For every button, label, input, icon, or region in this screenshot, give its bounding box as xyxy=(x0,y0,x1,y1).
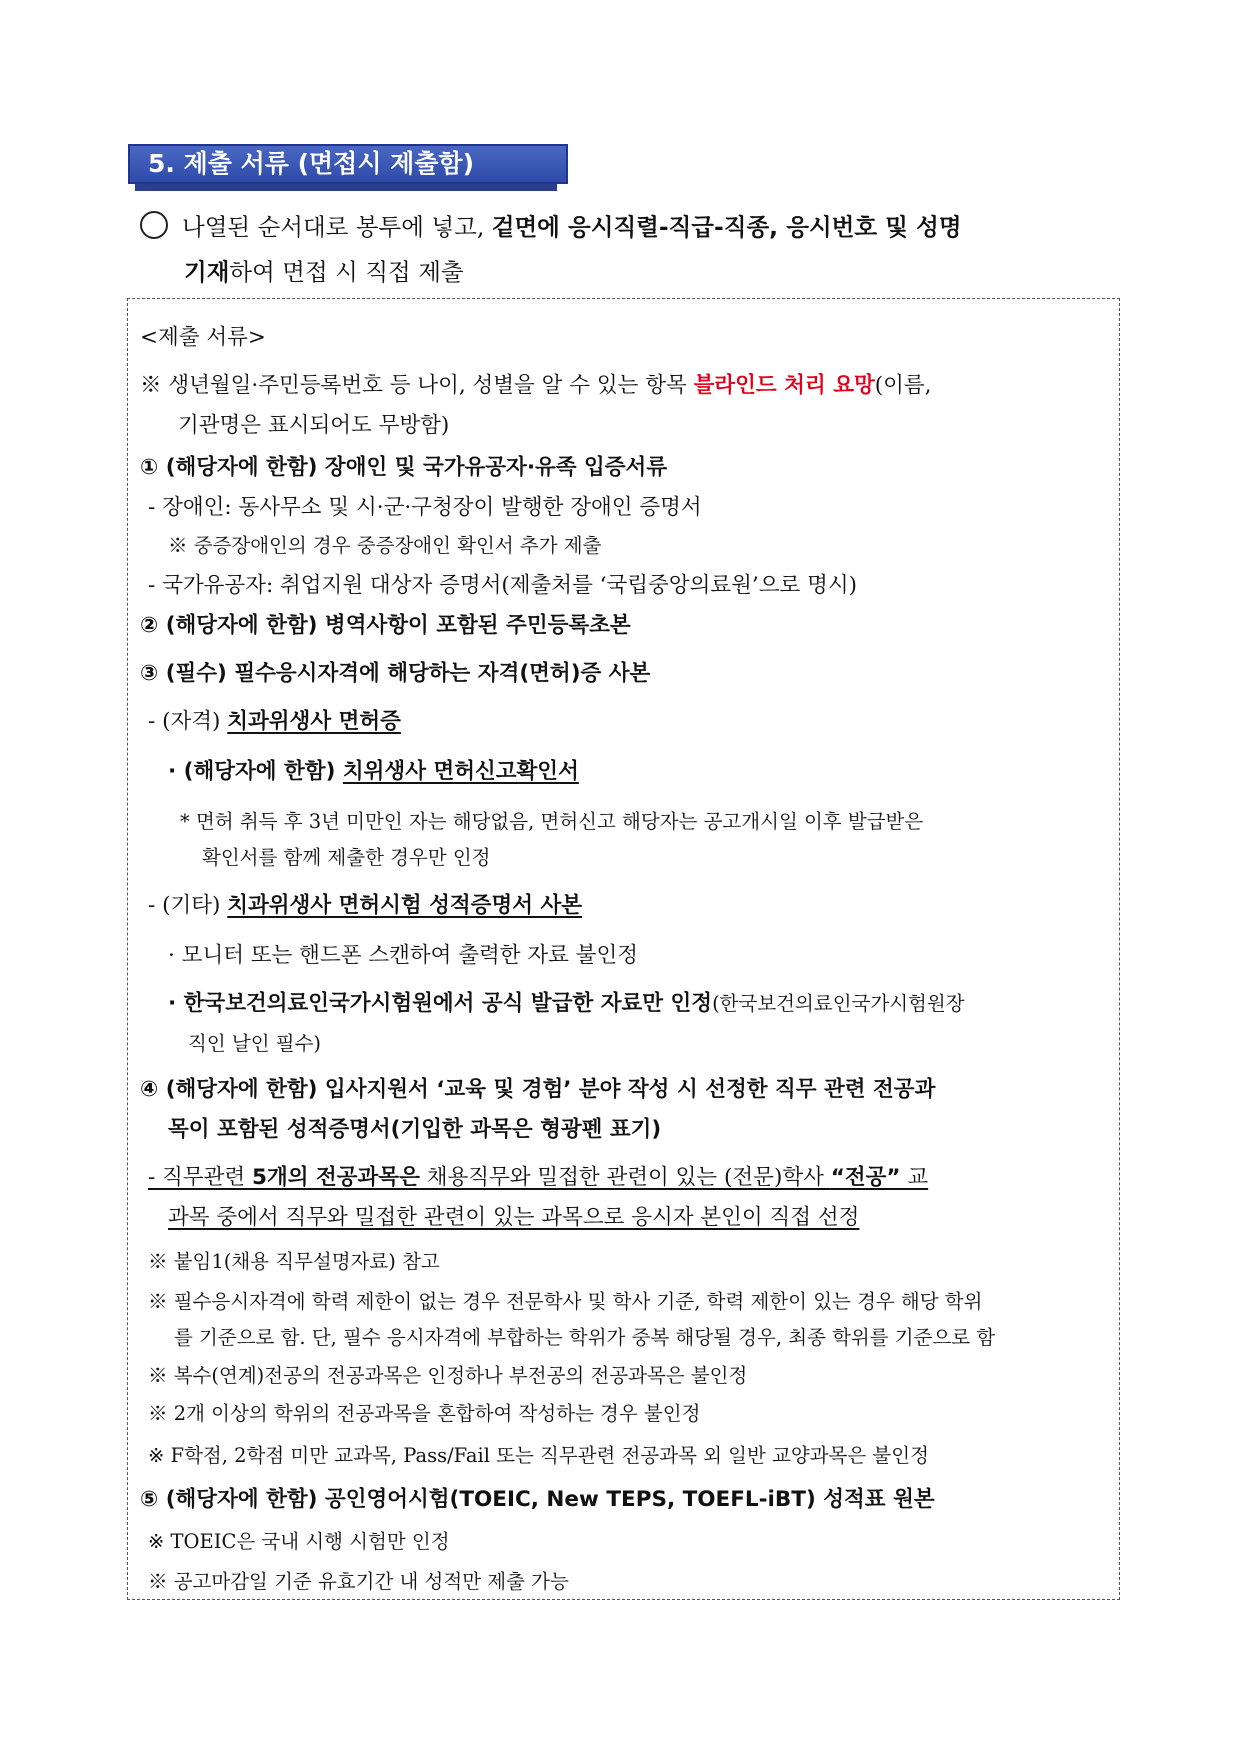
item-5-toeic-note: ※ TOEIC은 국내 시행 시험만 인정 xyxy=(148,1530,450,1553)
item-1-veteran: - 국가유공자: 취업지원 대상자 증명서(제출처를 ‘국립중앙의료원’으로 명시) xyxy=(148,573,858,598)
intro-line-2 xyxy=(140,250,1140,295)
item-1-disabled: - 장애인: 동사무소 및 시·군·구청장이 발행한 장애인 증명서 xyxy=(148,495,702,520)
item-3-scan-note: · 모니터 또는 핸드폰 스캔하여 출력한 자료 불인정 xyxy=(168,943,639,968)
item-1-note: ※ 중증장애인의 경우 중증장애인 확인서 추가 제출 xyxy=(168,534,602,557)
item-4-heading-1: ④ (해당자에 한함) 입사지원서 ‘교육 및 경험’ 분야 작성 시 선정한 직무 관련 전공과 xyxy=(140,1077,936,1102)
note-attachment: ※ 붙임1(채용 직무설명자료) 참고 xyxy=(148,1250,440,1273)
item-5-validity-note: ※ 공고마감일 기준 유효기간 내 성적만 제출 가능 xyxy=(148,1570,569,1593)
item-2-heading: ② (해당자에 한함) 병역사항이 포함된 주민등록초본 xyxy=(140,613,631,638)
box-heading: <제출 서류> xyxy=(140,325,266,350)
intro-bold-text: 기재 xyxy=(184,258,230,286)
blind-notice-cont: 기관명은 표시되어도 무방함) xyxy=(178,413,450,438)
item-3-exam-cert: - (기타) 치과위생사 면허시험 성적증명서 사본 xyxy=(148,893,583,918)
item-5-heading: ⑤ (해당자에 한함) 공인영어시험(TOEIC, New TEPS, TOEFL-iBT) 성적표 원본 xyxy=(140,1487,935,1512)
item-4-heading-2: 목이 포함된 성적증명서(기입한 과목은 형광펜 표기) xyxy=(168,1117,662,1142)
note-mixed-degree: ※ 2개 이상의 학위의 전공과목을 혼합하여 작성하는 경우 불인정 xyxy=(148,1402,701,1425)
intro-text: 나열된 순서대로 봉투에 넣고, xyxy=(182,213,492,241)
item-4-major-courses: - 직무관련 5개의 전공과목은 채용직무와 밀접한 관련이 있는 (전문)학사 “전공” 교 xyxy=(148,1165,929,1190)
item-3-license: - (자격) 치과위생사 면허증 xyxy=(148,709,401,734)
item-3-license-note-cont: 확인서를 함께 제출한 경우만 인정 xyxy=(202,846,491,869)
item-3-heading: ③ (필수) 필수응시자격에 해당하는 자격(면허)증 사본 xyxy=(140,661,651,686)
item-1-heading: ① (해당자에 한함) 장애인 및 국가유공자·유족 입증서류 xyxy=(140,455,668,480)
note-double-major: ※ 복수(연계)전공의 전공과목은 인정하나 부전공의 전공과목은 불인정 xyxy=(148,1364,748,1387)
intro-text: 하여 면접 시 직접 제출 xyxy=(229,258,464,286)
note-degree-cont: 를 기준으로 함. 단, 필수 응시자격에 부합하는 학위가 중복 해당될 경우, 최종 학위를 기준으로 함 xyxy=(174,1326,996,1349)
circle-bullet-icon xyxy=(140,211,168,239)
blind-highlight: 블라인드 처리 요망 xyxy=(693,373,875,398)
item-3-license-note: * 면허 취득 후 3년 미만인 자는 해당없음, 면허신고 해당자는 공고개시일 이후 발급받은 xyxy=(180,810,924,833)
section-title: 5. 제출 서류 (면접시 제출함) xyxy=(128,144,568,184)
item-4-major-courses-cont: 과목 중에서 직무와 밀접한 관련이 있는 과목으로 응시자 본인이 직접 선정 xyxy=(168,1205,860,1230)
note-degree: ※ 필수응시자격에 학력 제한이 없는 경우 전문학사 및 학사 기준, 학력 제한이 있는 경우 해당 학위 xyxy=(148,1290,983,1313)
intro-line-1 xyxy=(140,205,1140,250)
item-3-official-note: · 한국보건의료인국가시험원에서 공식 발급한 자료만 인정(한국보건의료인국가시험원장 xyxy=(168,991,965,1016)
item-3-official-note-cont: 직인 날인 필수) xyxy=(188,1032,322,1055)
note-excluded-courses: ※ F학점, 2학점 미만 교과목, Pass/Fail 또는 직무관련 전공과목 외 일반 교양과목은 불인정 xyxy=(148,1444,929,1467)
section-header xyxy=(128,144,550,184)
blind-notice: ※ 생년월일·주민등록번호 등 나이, 성별을 알 수 있는 항목 블라인드 처리 요망(이름, xyxy=(140,373,932,398)
item-3-license-report: · (해당자에 한함) 치위생사 면허신고확인서 xyxy=(168,759,579,784)
intro-paragraph xyxy=(140,205,1140,295)
intro-bold-text: 겉면에 응시직렬-직급-직종, 응시번호 및 성명 xyxy=(491,213,962,241)
